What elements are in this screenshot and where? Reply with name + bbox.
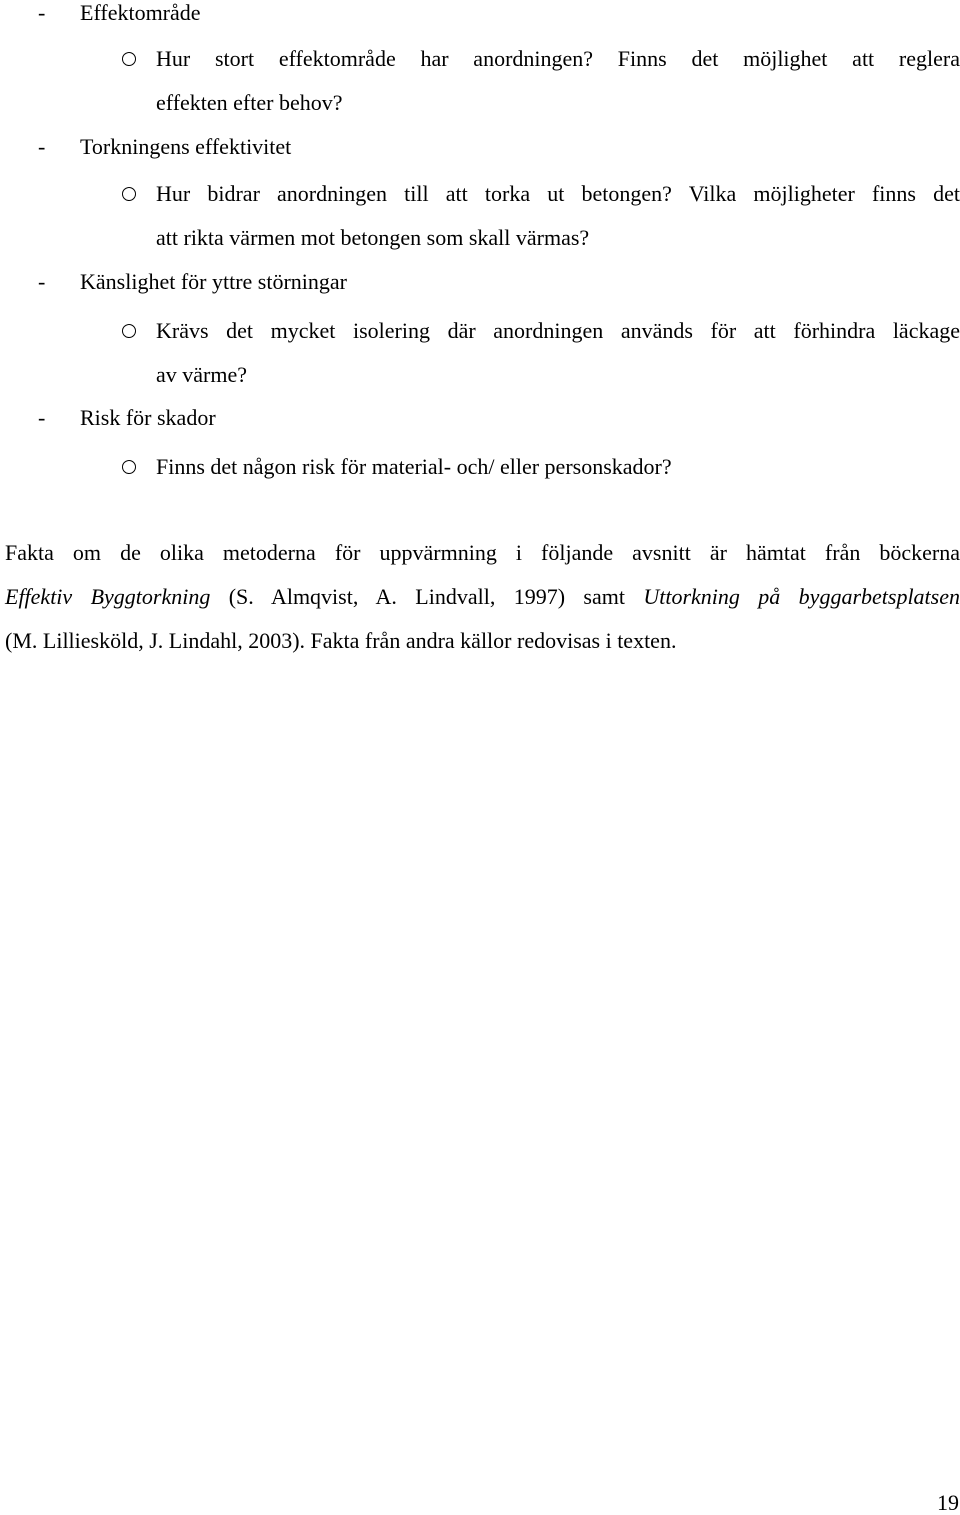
book-title: Effektiv Byggtorkning	[5, 584, 211, 609]
circle-bullet-icon	[122, 187, 136, 201]
paragraph-line	[5, 584, 960, 610]
sub-item-line: av värme?	[156, 362, 247, 387]
sub-item-line: Finns det någon risk för material- och/ eller personskador?	[156, 454, 672, 479]
circle-bullet-icon	[122, 460, 136, 474]
dash-marker: -	[38, 405, 46, 430]
circle-bullet-icon	[122, 52, 136, 66]
sub-item-line: Hur stort effektområde har anordningen? Finns det möjlighet att reglera	[156, 46, 960, 71]
dash-marker: -	[38, 269, 46, 294]
list-heading-kanslighet: Känslighet för yttre störningar	[80, 269, 347, 294]
list-heading-effektomrade: Effektområde	[80, 0, 201, 25]
book-title: Uttorkning på byggarbetsplatsen	[643, 584, 960, 609]
list-heading-torkningens-effektivitet: Torkningens effektivitet	[80, 134, 292, 159]
list-heading-risk-for-skador: Risk för skador	[80, 405, 216, 430]
citation-text: (S. Almqvist, A. Lindvall, 1997) samt	[210, 584, 644, 609]
sub-item-line: effekten efter behov?	[156, 90, 343, 115]
page-number: 19	[937, 1490, 959, 1515]
paragraph-line: (M. Lilliesköld, J. Lindahl, 2003). Fakta från andra källor redovisas i texten.	[5, 628, 677, 653]
sub-item-line: Hur bidrar anordningen till att torka ut betongen? Vilka möjligheter finns det	[156, 181, 960, 206]
sub-item-line: Krävs det mycket isolering där anordningen används för att förhindra läckage	[156, 318, 960, 343]
dash-marker: -	[38, 0, 46, 25]
sub-item-line: att rikta värmen mot betongen som skall värmas?	[156, 225, 590, 250]
circle-bullet-icon	[122, 324, 136, 338]
paragraph-line: Fakta om de olika metoderna för uppvärmning i följande avsnitt är hämtat från böckerna	[5, 540, 960, 565]
dash-marker: -	[38, 134, 46, 159]
